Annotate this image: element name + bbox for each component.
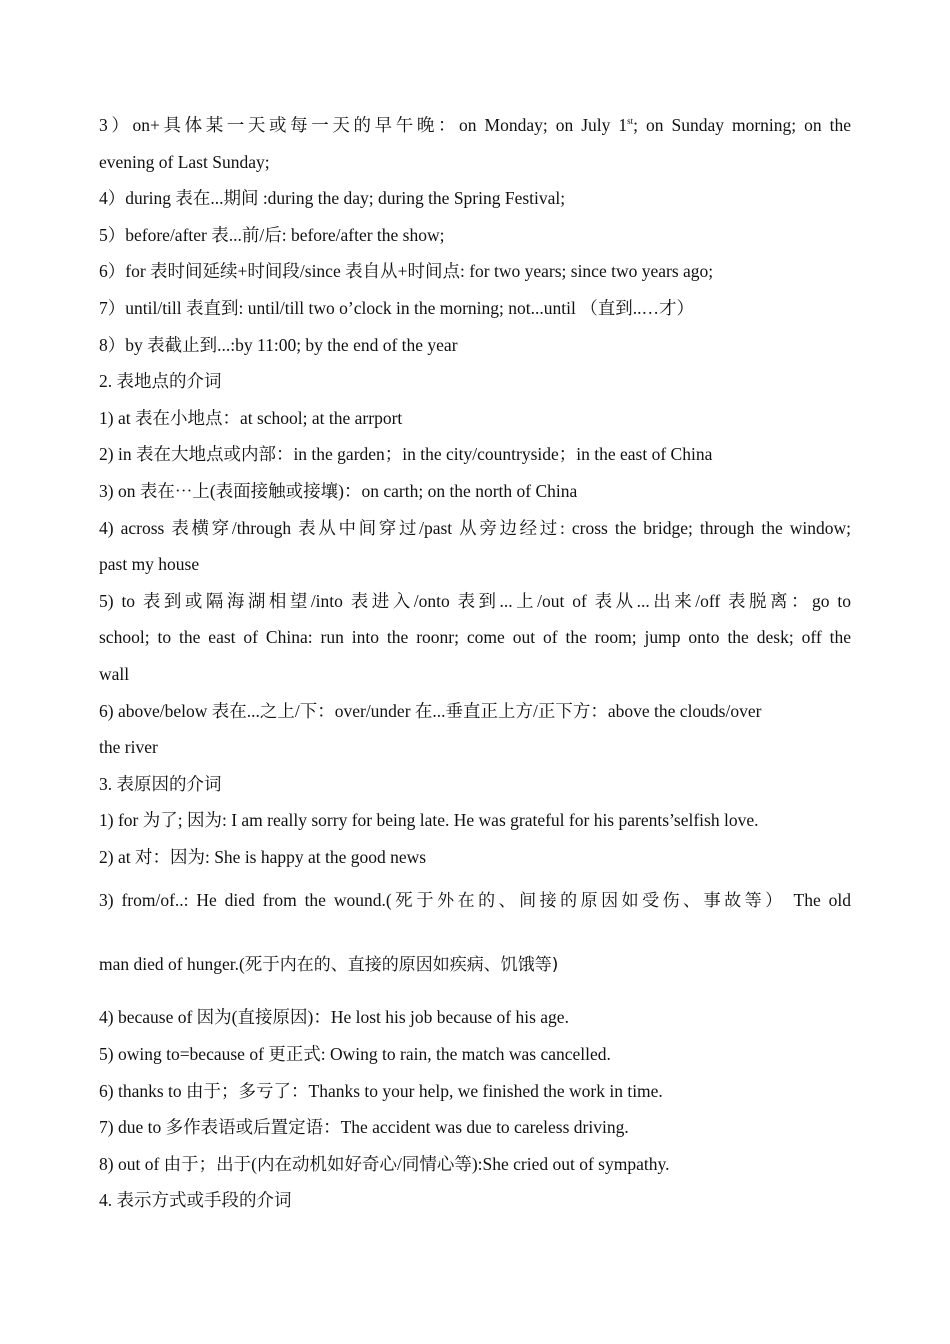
text-span: 外在的、间接的原因如受伤、事故等）: [437, 891, 786, 912]
text-span: The old: [793, 890, 851, 911]
text-line: 2) in 表在大地点或内部：in the garden；in the city/countryside；in the east of China: [99, 444, 713, 465]
text-line: 7) due to 多作表语或后置定语：The accident was due to careless driving.: [99, 1117, 629, 1138]
text-line: 4）during 表在...期间 :during the day; during the Spring Festival;: [99, 188, 566, 209]
text-line: wall: [99, 663, 130, 684]
text-span: 3) from/of..: He died from the wound.(死于: [99, 890, 438, 911]
text-line: 1) at 表在小地点：at school; at the arrport: [99, 407, 403, 428]
text-line: 6) thanks to 由于；多亏了：Thanks to your help, we finished the work in time.: [99, 1080, 663, 1101]
text-line: 8) out of 由于；出于(内在动机如好奇心/同情心等):She cried out of sympathy.: [99, 1153, 670, 1174]
text-line: 6) above/below 表在...之上/下：over/under 在...垂直正上方/正下方：above the clouds/over: [99, 700, 762, 721]
text-line: [99, 875, 851, 949]
text-line: 5）before/after 表...前/后: before/after the show;: [99, 224, 445, 245]
text-line: [99, 949, 851, 999]
section-heading: 2. 表地点的介词: [99, 371, 222, 392]
superscript: st: [627, 116, 634, 127]
text-span: man died of hunger.(死于: [99, 954, 280, 975]
text-line: 5) owing to=because of 更正式: Owing to rain, the match was cancelled.: [99, 1044, 611, 1065]
text-line: school; to the east of China: run into the roonr; come out of the room; jump onto the desk; off the: [99, 627, 851, 648]
text-span: 内在的、直接的原因如疾病、饥饿等): [279, 955, 559, 976]
text-line: evening of Last Sunday;: [99, 151, 270, 172]
text-span: ; on Sunday morning; on the: [633, 115, 851, 135]
text-span: 3）on+具体某一天或每一天的早午晚：on Monday; on July 1: [99, 115, 628, 135]
text-line: 4) because of 因为(直接原因)：He lost his job because of his age.: [99, 1007, 569, 1028]
text-line: 2) at 对：因为: She is happy at the good news: [99, 846, 427, 867]
text-line: 8）by 表截止到...:by 11:00; by the end of the year: [99, 334, 458, 355]
text-line: [99, 107, 851, 144]
text-line: 7）until/till 表直到: until/till two o’clock in the morning; not...until （直到..…才）: [99, 297, 694, 318]
section-heading: 3. 表原因的介词: [99, 773, 222, 794]
document-page: [99, 107, 851, 1219]
text-line: past my house: [99, 554, 200, 575]
text-line: the river: [99, 737, 158, 758]
text-line: 6）for 表时间延续+时间段/since 表自从+时间点: for two years; since two years ago;: [99, 261, 714, 282]
text-line: 1) for 为了; 因为: I am really sorry for being late. He was grateful for his parents’selfish love.: [99, 810, 759, 831]
text-line: 3) on 表在⋯上(表面接触或接壤)：on carth; on the north of China: [99, 480, 578, 501]
text-line: 4) across 表横穿/through 表从中间穿过/past 从旁边经过: cross the bridge; through the window;: [99, 517, 851, 538]
text-line: 5) to 表到或隔海湖相望/into 表进入/onto 表到...上/out of 表从...出来/off 表脱离：go to: [99, 590, 851, 611]
section-heading: 4. 表示方式或手段的介词: [99, 1190, 292, 1211]
